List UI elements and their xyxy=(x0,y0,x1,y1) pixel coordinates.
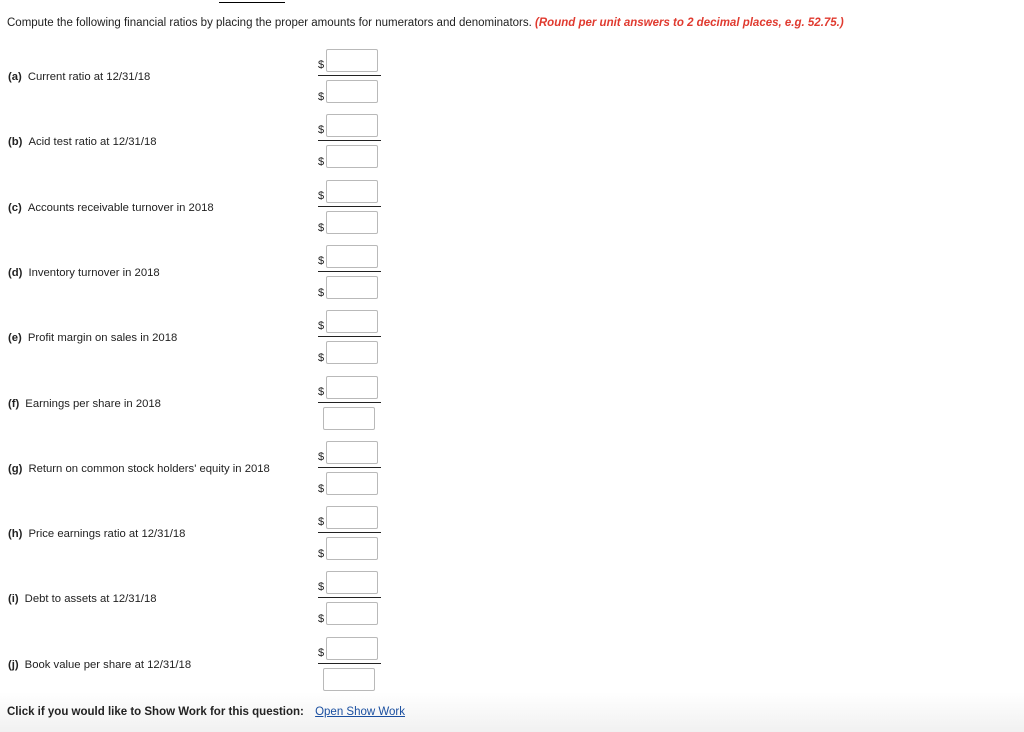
dollar-sign: $ xyxy=(318,647,325,659)
denominator-input[interactable] xyxy=(326,602,378,625)
fraction-line xyxy=(318,271,381,272)
ratio-row xyxy=(0,310,400,372)
ratio-label-text: Inventory turnover in 2018 xyxy=(28,267,160,279)
dollar-sign: $ xyxy=(318,287,325,299)
ratio-label-text: Current ratio at 12/31/18 xyxy=(27,71,151,83)
ratio-letter: (f) xyxy=(8,398,20,410)
ratio-label-text: Debt to assets at 12/31/18 xyxy=(24,593,157,605)
numerator-input[interactable] xyxy=(326,310,378,333)
ratio-row xyxy=(0,245,400,307)
denominator-input[interactable] xyxy=(326,341,378,364)
ratio-letter: (e) xyxy=(8,332,22,344)
numerator-input[interactable] xyxy=(326,49,378,72)
dollar-sign: $ xyxy=(318,124,325,136)
ratio-label xyxy=(8,659,191,671)
numerator-input[interactable] xyxy=(326,441,378,464)
fraction-line xyxy=(318,140,381,141)
denominator-input[interactable] xyxy=(326,211,378,234)
dollar-sign: $ xyxy=(318,613,325,625)
fraction-line xyxy=(318,663,381,664)
ratio-row xyxy=(0,180,400,242)
ratio-row xyxy=(0,376,400,438)
dollar-sign: $ xyxy=(318,386,325,398)
dollar-sign: $ xyxy=(318,320,325,332)
denominator-input[interactable] xyxy=(326,80,378,103)
ratio-letter: (d) xyxy=(8,267,23,279)
ratio-letter: (b) xyxy=(8,136,23,148)
ratio-label xyxy=(8,332,177,344)
dollar-sign: $ xyxy=(318,352,325,364)
ratio-label-text: Earnings per share in 2018 xyxy=(25,398,161,410)
ratio-row xyxy=(0,441,400,503)
numerator-input[interactable] xyxy=(326,180,378,203)
ratio-label xyxy=(8,202,214,214)
numerator-input[interactable] xyxy=(326,376,378,399)
dollar-sign: $ xyxy=(318,451,325,463)
ratio-label-text: Return on common stock holders' equity in 2018 xyxy=(28,463,270,475)
show-work-prompt: Click if you would like to Show Work for this question: xyxy=(7,706,304,718)
numerator-input[interactable] xyxy=(326,571,378,594)
instructions-text: Compute the following financial ratios by placing the proper amounts for numerators and denominators. xyxy=(7,17,532,29)
fraction-line xyxy=(318,597,381,598)
dollar-sign: $ xyxy=(318,222,325,234)
denominator-input[interactable] xyxy=(326,537,378,560)
dollar-sign: $ xyxy=(318,483,325,495)
ratio-label-text: Profit margin on sales in 2018 xyxy=(27,332,178,344)
ratio-label xyxy=(8,593,157,605)
ratio-letter: (g) xyxy=(8,463,23,475)
rounding-note: (Round per unit answers to 2 decimal places, e.g. 52.75.) xyxy=(535,17,844,29)
denominator-input[interactable] xyxy=(323,668,375,691)
ratio-label xyxy=(8,136,157,148)
ratio-row xyxy=(0,506,400,568)
numerator-input[interactable] xyxy=(326,506,378,529)
ratio-label xyxy=(8,463,270,475)
dollar-sign: $ xyxy=(318,156,325,168)
fraction-line xyxy=(318,467,381,468)
dollar-sign: $ xyxy=(318,548,325,560)
fraction-line xyxy=(318,402,381,403)
ratio-row xyxy=(0,114,400,176)
ratio-row xyxy=(0,637,400,699)
ratio-letter: (h) xyxy=(8,528,23,540)
ratio-letter: (c) xyxy=(8,202,22,214)
ratio-label-text: Acid test ratio at 12/31/18 xyxy=(28,136,157,148)
numerator-input[interactable] xyxy=(326,245,378,268)
fraction-line xyxy=(318,206,381,207)
top-divider xyxy=(219,2,285,3)
dollar-sign: $ xyxy=(318,190,325,202)
denominator-input[interactable] xyxy=(326,276,378,299)
ratio-letter: (j) xyxy=(8,659,19,671)
ratio-label xyxy=(8,398,161,410)
denominator-input[interactable] xyxy=(326,472,378,495)
instructions xyxy=(7,17,844,29)
ratio-row xyxy=(0,571,400,633)
ratio-label xyxy=(8,71,150,83)
ratio-row xyxy=(0,49,400,111)
footer xyxy=(7,706,405,718)
numerator-input[interactable] xyxy=(326,114,378,137)
fraction-line xyxy=(318,532,381,533)
ratio-letter: (i) xyxy=(8,593,19,605)
ratio-label-text: Book value per share at 12/31/18 xyxy=(24,659,192,671)
ratio-label-text: Accounts receivable turnover in 2018 xyxy=(27,202,214,214)
ratio-label xyxy=(8,267,160,279)
dollar-sign: $ xyxy=(318,581,325,593)
dollar-sign: $ xyxy=(318,91,325,103)
ratio-label-text: Price earnings ratio at 12/31/18 xyxy=(28,528,186,540)
dollar-sign: $ xyxy=(318,59,325,71)
numerator-input[interactable] xyxy=(326,637,378,660)
dollar-sign: $ xyxy=(318,255,325,267)
dollar-sign: $ xyxy=(318,516,325,528)
ratio-label xyxy=(8,528,185,540)
denominator-input[interactable] xyxy=(326,145,378,168)
ratio-letter: (a) xyxy=(8,71,22,83)
fraction-line xyxy=(318,336,381,337)
denominator-input[interactable] xyxy=(323,407,375,430)
open-show-work-link[interactable]: Open Show Work xyxy=(315,706,406,718)
fraction-line xyxy=(318,75,381,76)
